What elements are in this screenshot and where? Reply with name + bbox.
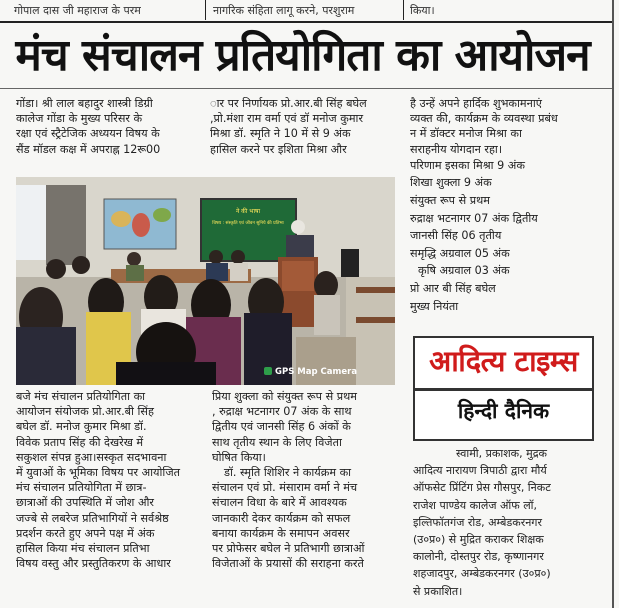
column-2-bottom [212,389,402,571]
text-line: सैंड मॉडल कक्ष में अपराह्न 12रू00 [16,142,161,156]
event-photo [16,177,395,385]
text-line: साथ तृतीय स्थान के लिए विजेता [212,435,342,449]
text-line: पर प्रोफेसर बघेल ने प्रतिभागी छात्राओं [212,542,365,556]
result-line: संयुक्त रूप से प्रथम [410,194,490,207]
text-line: आयोजन संयोजक प्रो.आर.बी सिंह [16,405,154,419]
top-rule [0,21,612,23]
text-line: मंच संचालन प्रतियोगिता में छात्र- [16,481,147,495]
imprint-line: (उ०प्र०) से मुद्रित कराकर शिक्षक [413,533,544,547]
text-line: बजे मंच संचालन प्रतियोगिता का [16,390,146,403]
text-line: संचालन एवं प्रो. मंसाराम वर्मा ने मंच [212,481,358,495]
text-line: हासिल किया मंच संचालन प्रतिभा [16,542,150,556]
result-line: रुद्राक्ष भटनागर 07 अंक द्वितीय [410,211,538,225]
result-line: जानसी सिंह 06 तृतीय [410,229,502,243]
top-snippet-left: गोपाल दास जी महाराज के परम [14,4,141,17]
gps-watermark-text: GPS Map Camera [275,367,358,377]
text-line: गोंडा। श्री लाल बहादुर शास्त्री डिग्री [16,97,153,110]
text-line: डॉ. स्मृति शिशिर ने कार्यक्रम का [224,466,352,480]
result-line: परिणाम इसका मिश्रा 9 अंक [410,158,525,172]
masthead-rule [415,388,592,391]
result-line: समृद्धि अग्रवाल 05 अंक [410,246,510,260]
column-divider [403,0,404,20]
result-line: कृषि अग्रवाल 03 अंक [418,264,510,278]
signatory-title: मुख्य नियंता [410,299,459,313]
text-line: प्रिया शुक्ला को संयुक्त रूप से प्रथम [212,390,357,403]
text-line: द्वितीय एवं जानसी सिंह 6 अंकों के [212,420,351,434]
headline: मंच संचालन प्रतियोगिता का आयोजन [15,30,590,81]
imprint-line: कालोनी, दोस्तपुर रोड, कृष्णानगर [413,550,544,564]
text-line: हासिल करने पर इशिता मिश्रा और [210,142,347,156]
top-snippet-right: किया। [410,4,435,17]
text-line: बघेल डॉ. मनोज कुमार मिश्रा डॉ. [16,420,147,434]
imprint-line: इल्तिफॉतगंज रोड, अम्बेडकरनगर [413,515,542,529]
text-line: व्यक्त की, कार्यक्रम के व्यवस्था प्रबंध [410,112,558,126]
text-line: ार पर निर्णायक प्रो.आर.बी सिंह बघेल [210,97,367,110]
imprint-line: ऑफसेट प्रिंटिंग प्रेस गौसपुर, निकट [413,481,551,495]
column-divider [205,0,206,20]
screen-text-1: ने की भाषा [235,208,261,215]
text-line: है उन्हें अपने हार्दिक शुभकामनाएं [410,97,542,110]
text-line: विजेताओं के प्रयासों की सराहना करते [212,557,364,571]
signatory-name: प्रो आर बी सिंह बघेल [410,281,496,295]
text-line: मिश्रा डॉ. स्मृति ने 10 में से 9 अंक [210,127,351,141]
column-1-top [16,96,198,157]
imprint-line: राजेश पाण्डेय कालेज ऑफ लॉ, [413,498,538,512]
imprint-line: आदित्य नारायण त्रिपाठी द्वारा मौर्य [413,464,547,478]
imprint-block [413,445,590,600]
column-1-bottom [16,389,198,571]
text-line: जानकारी देकर कार्यक्रम को सफल [212,511,351,525]
text-line: ,प्रो.मंशा राम वर्मा एवं डॉ मनोज कुमार [210,112,364,126]
imprint-line: शहजादपुर, अम्बेडकरनगर (उ०प्र०) [413,567,551,581]
imprint-line: स्वामी, प्रकाशक, मुद्रक [455,447,547,460]
column-3-results [410,96,610,315]
result-line: शिखा शुक्ला 9 अंक [410,176,492,190]
text-line: सराहनीय योगदान रहा। [410,142,503,156]
text-line: विषय वस्तु और प्रस्तुतिकरण के आधार [16,557,171,571]
gps-watermark [264,367,357,377]
top-snippet-middle: नागरिक संहिता लागू करने, परशुराम [213,4,355,17]
masthead-subtitle: हिन्दी दैनिक [457,399,550,423]
text-line: कालेज गोंडा के मुख्य परिसर के [16,112,143,126]
text-line: में युवाओं के भूमिका विषय पर आयोजित [16,466,181,480]
text-line: , रुद्राक्ष भटनागर 07 अंक के साथ [212,405,352,419]
text-line: प्रदर्शन करते हुए अपने पक्ष में अंक [16,526,155,540]
column-2-top [210,96,400,157]
text-line: जज्बे से लबरेज प्रतिभागियों ने सर्वश्रेष्ठ [16,511,169,525]
text-line: सकुशल संपन्न हुआ।सस्कृत सदभावना [16,450,167,464]
text-line: बनाया कार्यक्रम के समापन अवसर [212,526,350,540]
masthead-title: आदित्य टाइम्स [429,344,578,378]
text-line: न में डॉक्टर मनोज मिश्रा का [410,127,522,141]
masthead-box [413,336,594,441]
text-line: रक्षा एवं स्ट्रैटेजिक अध्ययन विषय के [16,127,160,141]
screen-text-2: विषय : संस्कृति एवं जीवन सुनिये की प्रतिभा [212,221,284,226]
text-line: संचालन विधा के बारे में आवश्यक [212,496,347,510]
headline-rule [0,88,612,89]
imprint-line: से प्रकाशित। [413,584,463,598]
text-line: घोषित किया। [212,450,266,464]
camera-icon [264,367,272,375]
page-edge [612,0,614,608]
text-line: छात्राओं की उपस्थिति में जोश और [16,496,154,510]
classroom-scene [16,177,395,385]
text-line: विवेक प्रताप सिंह की देखरेख में [16,435,144,449]
